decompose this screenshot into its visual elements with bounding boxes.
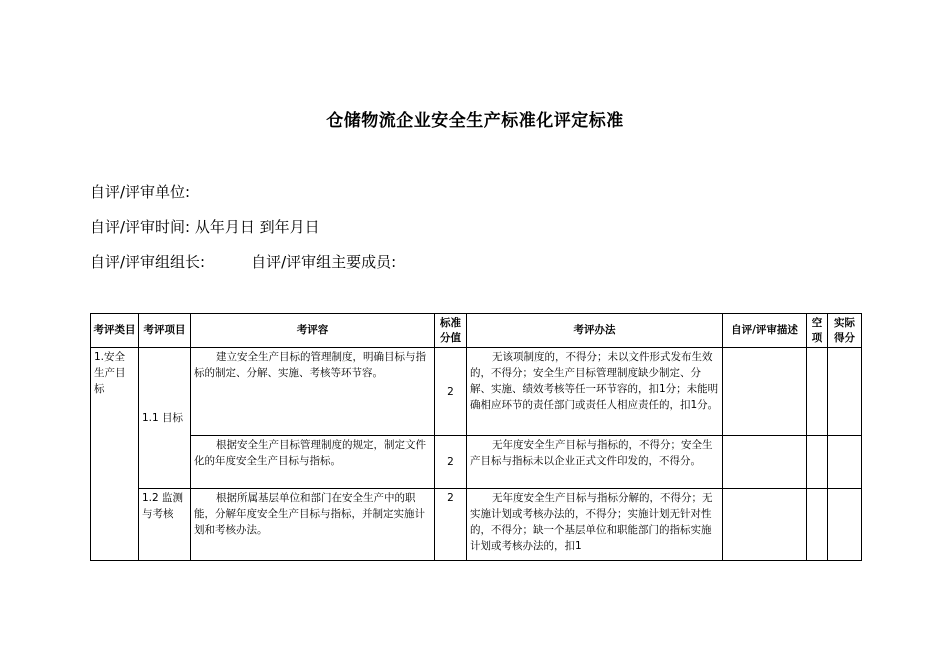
content-text: 根据所属基层单位和部门在安全生产中的职能，分解年度安全生产目标与指标，并制定实施计划和考核办法。 [194,492,425,536]
description-cell[interactable] [723,489,807,561]
leader-label: 自评/评审组组长: [90,253,206,271]
header-method: 考评办法 [467,314,723,348]
standard-table [90,313,862,561]
method-cell [467,489,723,561]
time-label: 自评/评审时间: 从年月日 到年月日 [90,218,320,236]
category-cell: 1.安全生产目标 [91,348,139,561]
actual-score-cell[interactable] [828,436,862,489]
empty-cell[interactable] [807,348,828,436]
table-row [91,489,862,561]
score-cell: 2 [435,436,467,489]
header-empty: 空项 [807,314,828,348]
content-cell: 根据安全生产目标管理制度的规定，制定文件化的年度安全生产目标与指标。 [191,436,435,489]
unit-label: 自评/评审单位: [90,183,191,201]
empty-cell[interactable] [807,489,828,561]
document-title: 仓储物流企业安全生产标准化评定标准 [326,111,624,131]
header-actual: 实际得分 [828,314,862,348]
method-text: 无年度安全生产目标与指标分解的，不得分；无实施计划或考核办法的，不得分；实施计划无针对性的，不得分；缺一个基层单位和职能部门的指标实施计划或考核办法的，扣1 [470,492,713,552]
item-text: 1.2 监测与考核 [142,492,184,520]
header-score: 标准分值 [435,314,467,348]
actual-score-cell[interactable] [828,489,862,561]
empty-cell[interactable] [807,436,828,489]
item-cell: 1.1 目标 [139,348,191,489]
score-cell: 2 [435,348,467,436]
header-content: 考评容 [191,314,435,348]
method-cell: 无年度安全生产目标与指标的，不得分；安全生产目标与指标未以企业正式文件印发的，不得分。 [467,436,723,489]
method-cell: 无该项制度的，不得分；未以文件形式发布生效的，不得分；安全生产目标管理制度缺少制定、分解、实施、绩效考核等任一环节容的，扣1分；未能明确相应环节的责任部门或责任人相应责任的，扣1分。 [467,348,723,436]
description-cell[interactable] [723,348,807,436]
leader-members-line [90,251,396,272]
content-cell [191,489,435,561]
header-item: 考评项目 [139,314,191,348]
description-cell[interactable] [723,436,807,489]
content-cell: 建立安全生产目标的管理制度，明确目标与指标的制定、分解、实施、考核等环节容。 [191,348,435,436]
members-label: 自评/评审组主要成员: [251,253,397,271]
table-header-row [91,314,862,348]
header-description: 自评/评审描述 [723,314,807,348]
item-cell [139,489,191,561]
table-row [91,436,862,489]
actual-score-cell[interactable] [828,348,862,436]
table-row [91,348,862,436]
score-cell: 2 [435,489,467,561]
header-category: 考评类目 [91,314,139,348]
